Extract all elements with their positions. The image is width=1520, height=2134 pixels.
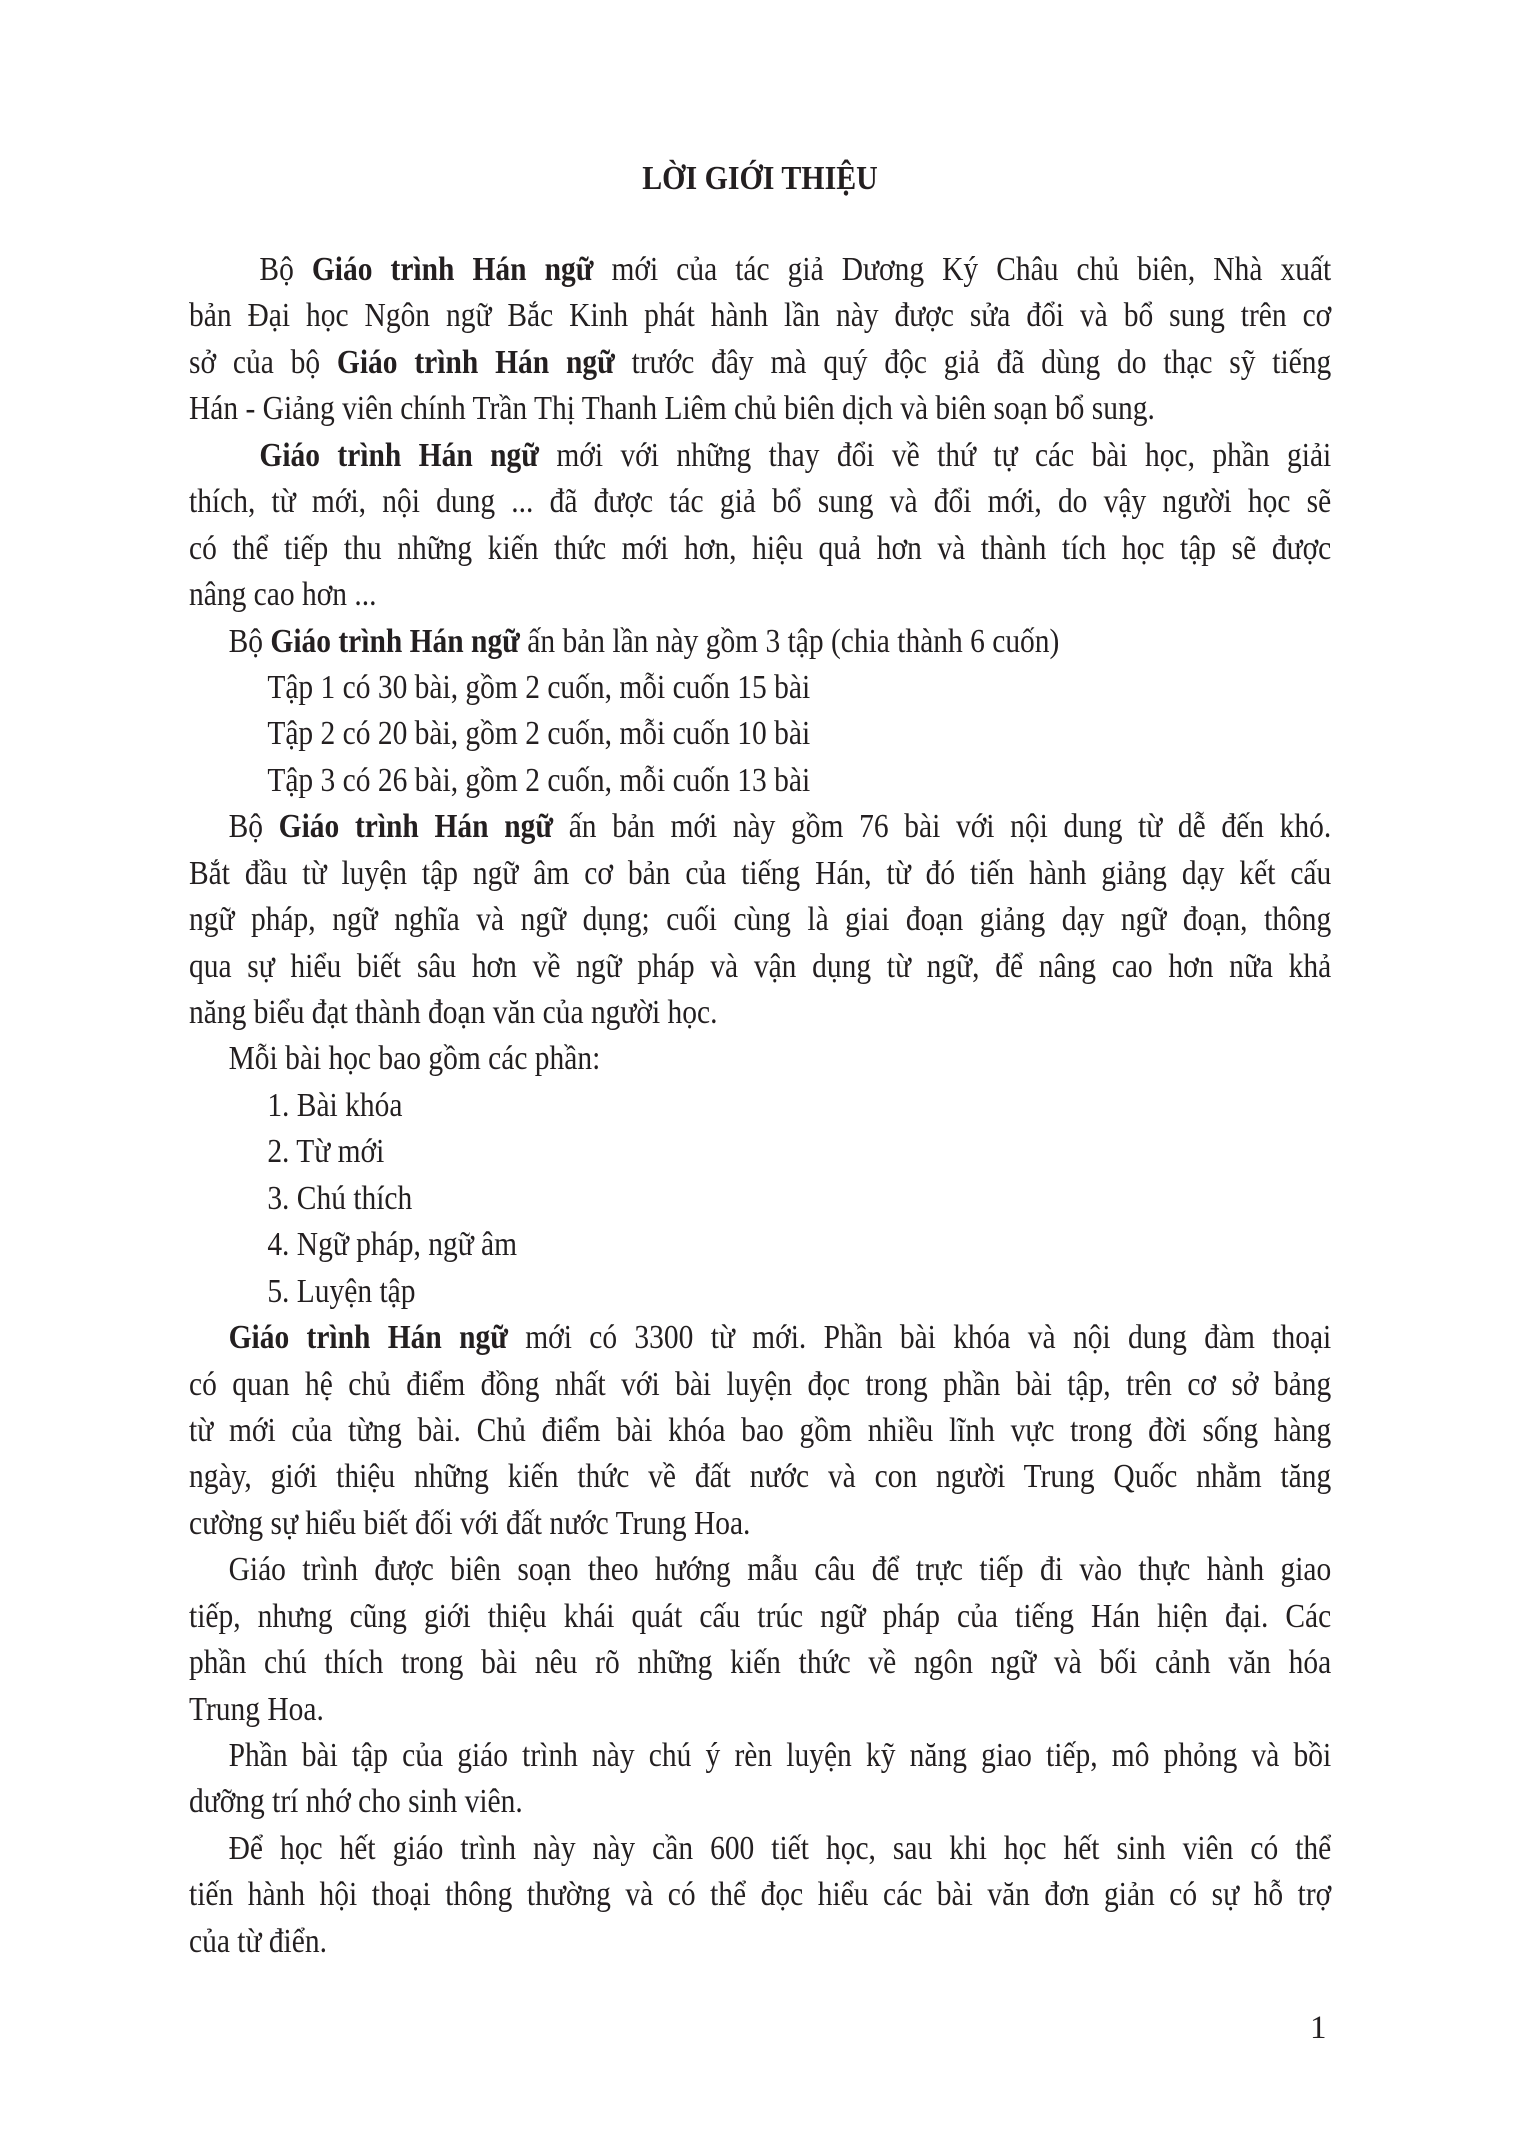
text-span: có thể tiếp thu những kiến thức mới hơn, hiệu quả hơn và thành tích học tập sẽ được [189, 529, 1332, 567]
text-span: mới của tác giả Dương Ký Châu chủ biên, Nhà xuất [593, 251, 1332, 288]
text-line [189, 293, 1331, 339]
text-line [189, 1919, 1331, 1965]
text-span: Bắt đầu từ luyện tập ngữ âm cơ bản của tiếng Hán, từ đó tiến hành giảng dạy kết cấu [189, 854, 1332, 892]
text-span: bản Đại học Ngôn ngữ Bắc Kinh phát hành lần này được sửa đổi và bổ sung trên cơ [189, 297, 1332, 335]
text-line [189, 1129, 1331, 1175]
text-span: Bộ [228, 808, 279, 846]
text-span: có quan hệ chủ điểm đồng nhất với bài luyện đọc trong phần bài tập, trên cơ sở bảng [189, 1365, 1332, 1403]
text-span: Phần bài tập của giáo trình này chú ý rèn luyện kỹ năng giao tiếp, mô phỏng và bồi [228, 1737, 1332, 1774]
text-span: tiến hành hội thoại thông thường và có thể đọc hiểu các bài văn đơn giản có sự hỗ trợ [189, 1876, 1332, 1914]
page-number: 1 [1310, 2010, 1327, 2046]
text-span: ngữ pháp, ngữ nghĩa và ngữ dụng; cuối cùng là giai đoạn giảng dạy ngữ đoạn, thông [189, 901, 1332, 939]
text-span: Để học hết giáo trình này này cần 600 tiết học, sau khi học hết sinh viên có thể [228, 1829, 1332, 1867]
text-span: Tập 1 có 30 bài, gồm 2 cuốn, mỗi cuốn 15 bài [267, 668, 811, 706]
text-line [189, 1872, 1331, 1918]
text-line [189, 1269, 1331, 1315]
text-line [189, 433, 1331, 479]
text-line [189, 1826, 1331, 1872]
text-span: thích, từ mới, nội dung ... đã được tác giả bổ sung và đổi mới, do vậy người học sẽ [189, 483, 1332, 521]
bold-text: Giáo trình Hán ngữ [336, 343, 615, 381]
text-line [189, 1362, 1331, 1408]
bold-text: Giáo trình Hán ngữ [228, 1319, 508, 1357]
text-line [189, 851, 1331, 897]
text-line [189, 1454, 1331, 1500]
text-line [189, 572, 1331, 618]
text-span: 5. Luyện tập [267, 1272, 416, 1310]
text-line [189, 1733, 1331, 1779]
bold-text: Giáo trình Hán ngữ [270, 622, 520, 660]
text-span: 1. Bài khóa [267, 1086, 403, 1124]
text-line [189, 944, 1331, 990]
text-line [189, 758, 1331, 804]
text-line [189, 1594, 1331, 1640]
text-span: ấn bản mới này gồm 76 bài với nội dung từ dễ đến khó. [553, 808, 1332, 846]
text-line [189, 386, 1331, 432]
text-span: Mỗi bài học bao gồm các phần: [228, 1040, 601, 1078]
text-line [189, 1501, 1331, 1547]
text-span: cường sự hiểu biết đối với đất nước Trung Hoa. [189, 1504, 751, 1542]
text-span: 3. Chú thích [267, 1179, 413, 1217]
text-span: từ mới của từng bài. Chủ điểm bài khóa bao gồm nhiều lĩnh vực trong đời sống hàng [189, 1411, 1332, 1449]
text-span: nâng cao hơn ... [189, 576, 377, 614]
text-line [189, 1547, 1331, 1593]
text-span: trước đây mà quý độc giả đã dùng do thạc sỹ tiếng [614, 343, 1332, 381]
text-span: 2. Từ mới [267, 1133, 385, 1171]
text-line [189, 619, 1331, 665]
text-span: Giáo trình được biên soạn theo hướng mẫu câu để trực tiếp đi vào thực hành giao [228, 1551, 1332, 1589]
bold-text: Giáo trình Hán ngữ [278, 808, 554, 846]
text-span: Trung Hoa. [189, 1690, 324, 1728]
text-line [189, 1779, 1331, 1825]
text-line [189, 990, 1331, 1036]
text-line [189, 340, 1331, 386]
text-line [189, 1036, 1331, 1082]
text-line [189, 804, 1331, 850]
text-span: ngày, giới thiệu những kiến thức về đất nước và con người Trung Quốc nhằm tăng [189, 1458, 1332, 1496]
text-line [189, 479, 1331, 525]
text-line [189, 711, 1331, 757]
text-line [189, 247, 1331, 293]
text-span: phần chú thích trong bài nêu rõ những kiến thức về ngôn ngữ và bối cảnh văn hóa [189, 1644, 1332, 1682]
text-span: Bộ [228, 622, 271, 660]
bold-text: Giáo trình Hán ngữ [259, 436, 539, 474]
text-span: mới với những thay đổi về thứ tự các bài học, phần giải [538, 436, 1332, 474]
text-line [189, 1176, 1331, 1222]
text-line [189, 897, 1331, 943]
text-line [189, 1222, 1331, 1268]
text-line [189, 665, 1331, 711]
text-span: Hán - Giảng viên chính Trần Thị Thanh Liêm chủ biên dịch và biên soạn bổ sung. [189, 390, 1155, 428]
text-line [189, 1408, 1331, 1454]
page-title: LỜI GIỚI THIỆU [642, 160, 878, 197]
text-span: dưỡng trí nhớ cho sinh viên. [189, 1783, 523, 1821]
text-line [189, 1083, 1331, 1129]
text-span: của từ điển. [189, 1922, 327, 1960]
text-span: ấn bản lần này gồm 3 tập (chia thành 6 cuốn) [519, 622, 1060, 660]
text-line [189, 1687, 1331, 1733]
text-span: năng biểu đạt thành đoạn văn của người học. [189, 994, 718, 1031]
text-span: sở của bộ [189, 343, 337, 381]
text-span: tiếp, nhưng cũng giới thiệu khái quát cấu trúc ngữ pháp của tiếng Hán hiện đại. Các [189, 1597, 1332, 1635]
document-body [189, 247, 1331, 1965]
text-line [189, 526, 1331, 572]
bold-text: Giáo trình Hán ngữ [311, 251, 594, 288]
text-span: qua sự hiểu biết sâu hơn về ngữ pháp và vận dụng từ ngữ, để nâng cao hơn nữa khả [189, 947, 1332, 985]
text-span: mới có 3300 từ mới. Phần bài khóa và nội dung đàm thoại [507, 1319, 1332, 1357]
text-line [189, 1315, 1331, 1361]
text-span: Bộ [259, 251, 312, 288]
text-span: Tập 2 có 20 bài, gồm 2 cuốn, mỗi cuốn 10 bài [267, 715, 811, 753]
text-span: Tập 3 có 26 bài, gồm 2 cuốn, mỗi cuốn 13 bài [267, 761, 811, 799]
text-line [189, 1640, 1331, 1686]
text-span: 4. Ngữ pháp, ngữ âm [267, 1226, 518, 1264]
